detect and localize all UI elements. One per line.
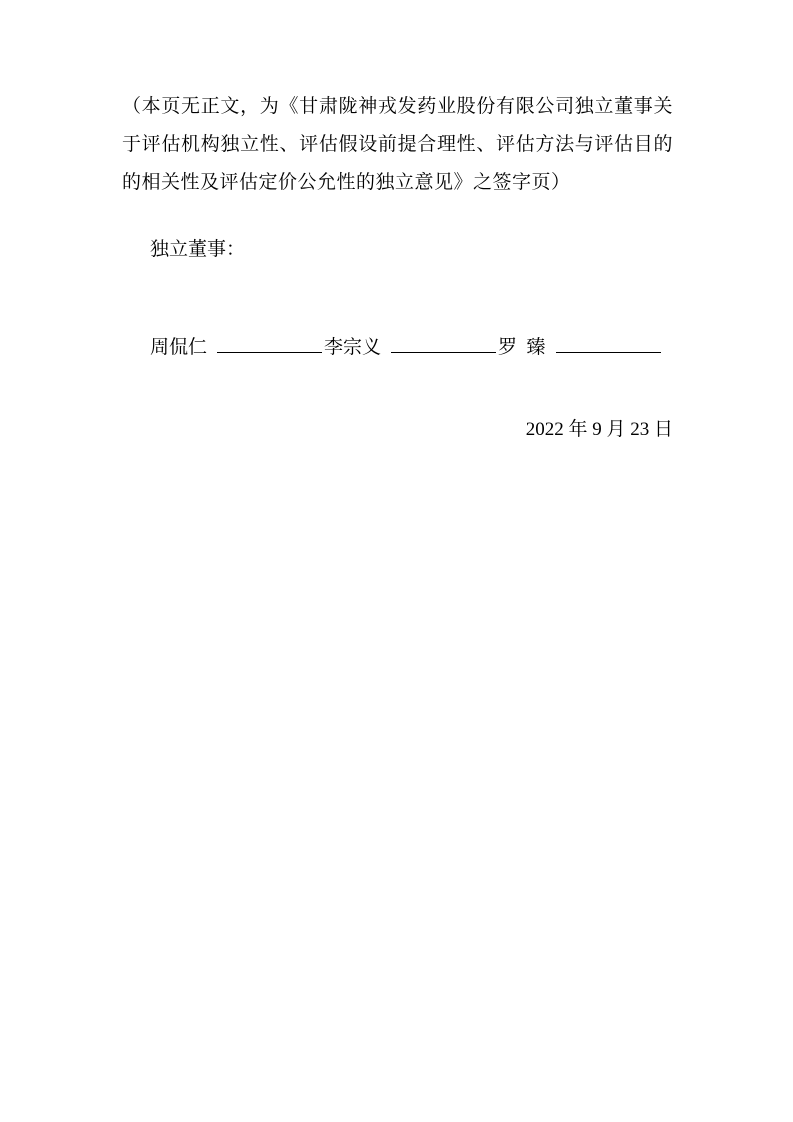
signature-row [122, 336, 673, 360]
document-date: 2022 年 9 月 23 日 [525, 419, 673, 440]
signature-blank-line-2 [391, 339, 496, 353]
independent-directors-label: 独立董事： [150, 239, 246, 260]
signer-name-2: 李宗义 [324, 337, 382, 358]
signer-name-3: 罗 臻 [498, 337, 546, 358]
page-content [122, 88, 673, 442]
signer-name-1: 周侃仁 [150, 337, 208, 358]
closing-statement: （本页无正文，为《甘肃陇神戎发药业股份有限公司独立董事关于评估机构独立性、评估假设前提合理性、评估方法与评估目的的相关性及评估定价公允性的独立意见》之签字页） [122, 96, 673, 193]
signature-blank-line-3 [556, 339, 661, 353]
signature-blank-line-1 [217, 339, 322, 353]
